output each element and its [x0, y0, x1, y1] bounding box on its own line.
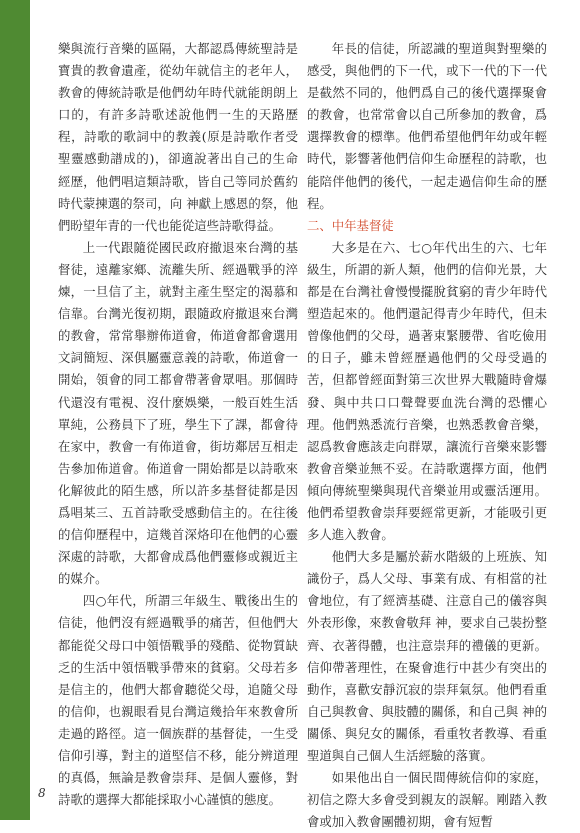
paragraph: 如果他出自一個民間傳統信仰的家庭，初信之際大多會受到親友的誤解。剛踏入教會或加入教會團體初期，會有短暫	[307, 770, 547, 830]
green-side-bar	[0, 0, 30, 820]
page-number: 8	[38, 786, 46, 800]
section-heading: 二、中年基督徒	[307, 217, 394, 233]
paragraph: 四○年代，所謂三年級生、戰後出生的信徒，他們沒有經過戰爭的痛苦，但他們大都能從父母口中領悟戰爭的殘酷、從物質缺乏的生活中領悟戰爭帶來的貧窮。父母若多是信主的，他們大都會聽從父母，追隨父母的信仰，也親眼看見台灣這幾拾年來教會所走過的路徑。這一個族群的基督徒，一生受信仰引導，對主的道堅信不移，能分辨道理的真僞，無論是教會崇拜、是個人靈修，對詩歌的選擇大都能採取小心謹慎的態度。	[58, 593, 298, 808]
paragraph: 大多是在六、七○年代出生的六、七年級生，所謂的新人類，他們的信仰光景，大都是在台灣社會慢慢擺脫貧窮的青少年時代塑造起來的。他們還記得青少年時代，但未曾像他們的父母，過著束緊腰帶、省吃儉用的日子，雖未曾經歷過他們的父母受過的苦，但都曾經面對第三次世界大戰隨時會爆發、與中共口口聲聲要血洗台灣的恐懼心理。他們熟悉流行音樂，也熟悉教會音樂，認爲教會應該走向群眾，讓流行音樂來影響教會音樂並無不妥。在詩歌選擇方面，他們傾向傳統聖樂與現代音樂並用或靈活運用。他們希望教會崇拜要經常更新，才能吸引更多人進入教會。	[307, 239, 547, 543]
paragraph: 他們大多是屬於薪水階級的上班族、知識份子，爲人父母、事業有成、有相當的社會地位，有了經濟基礎、注意自己的儀容與外表形像，來教會敬拜 神，要求自己裝扮整齊、衣著得體，也注意崇拜的禮儀的更新。信仰帶著理性，在聚會進行中甚少有突出的動作，喜歡安靜沉寂的崇拜氣氛。他們看重自己與教會、與肢體的關係，和自己與 神的關係、與兒女的關係，看重牧者教導、看重聖道與自己個人生活經驗的落實。	[307, 549, 547, 763]
left-column	[58, 38, 298, 811]
paragraph: 樂與流行音樂的區隔，大都認爲傳統聖詩是寶貴的教會遺產，從幼年就信主的老年人，教會的傳統詩歌是他們幼年時代就能朗朗上口的，有許多詩歌述說他們一生的天路歷程，詩歌的歌詞中的教義(原是詩歌作者受聖靈感動譜成的)，卻適說著出自己的生命經歷，他們唱這類詩歌，皆自己等同於舊約時代蒙揀選的祭司，向 神獻上感恩的祭，他們盼望年青的一代也能從這些詩歌得益。	[58, 41, 298, 233]
right-column	[307, 38, 547, 833]
paragraph: 年長的信徒，所認識的聖道與對聖樂的感受，與他們的下一代，或下一代的下一代是截然不同的，他們爲自己的後代選擇聚會的教會，也常常會以自己所參加的教會，爲選擇教會的標準。他們希望他們年幼或年輕時代，影響著他們信仰生命歷程的詩歌，也能陪伴他們的後代，一起走過信仰生命的歷程。	[307, 41, 547, 211]
paragraph: 上一代跟隨從國民政府撤退來台灣的基督徒，遠離家鄉、流離失所、經過戰爭的淬煉，一旦信了主，就對主產生堅定的渴慕和信靠。台灣光復初期，跟隨政府撤退來台灣的教會，常常舉辦佈道會，佈道會都會選用文詞簡短、深俱屬靈意義的詩歌，佈道會一開始，領會的同工都會帶著會眾唱。那個時代還沒有電視、沒什麼娛樂，一般百姓生活單純，公務員下了班，學生下了課，都會待在家中，教會一有佈道會，街坊鄰居互相走告參加佈道會。佈道會一開始都是以詩歌來化解彼此的陌生感，所以許多基督徒都是因爲唱某三、五首詩歌受感動信主的。在往後的信仰歷程中，這幾首深烙印在他們的心靈深處的詩歌，大都會成爲他們靈修或親近主的媒介。	[58, 239, 298, 587]
